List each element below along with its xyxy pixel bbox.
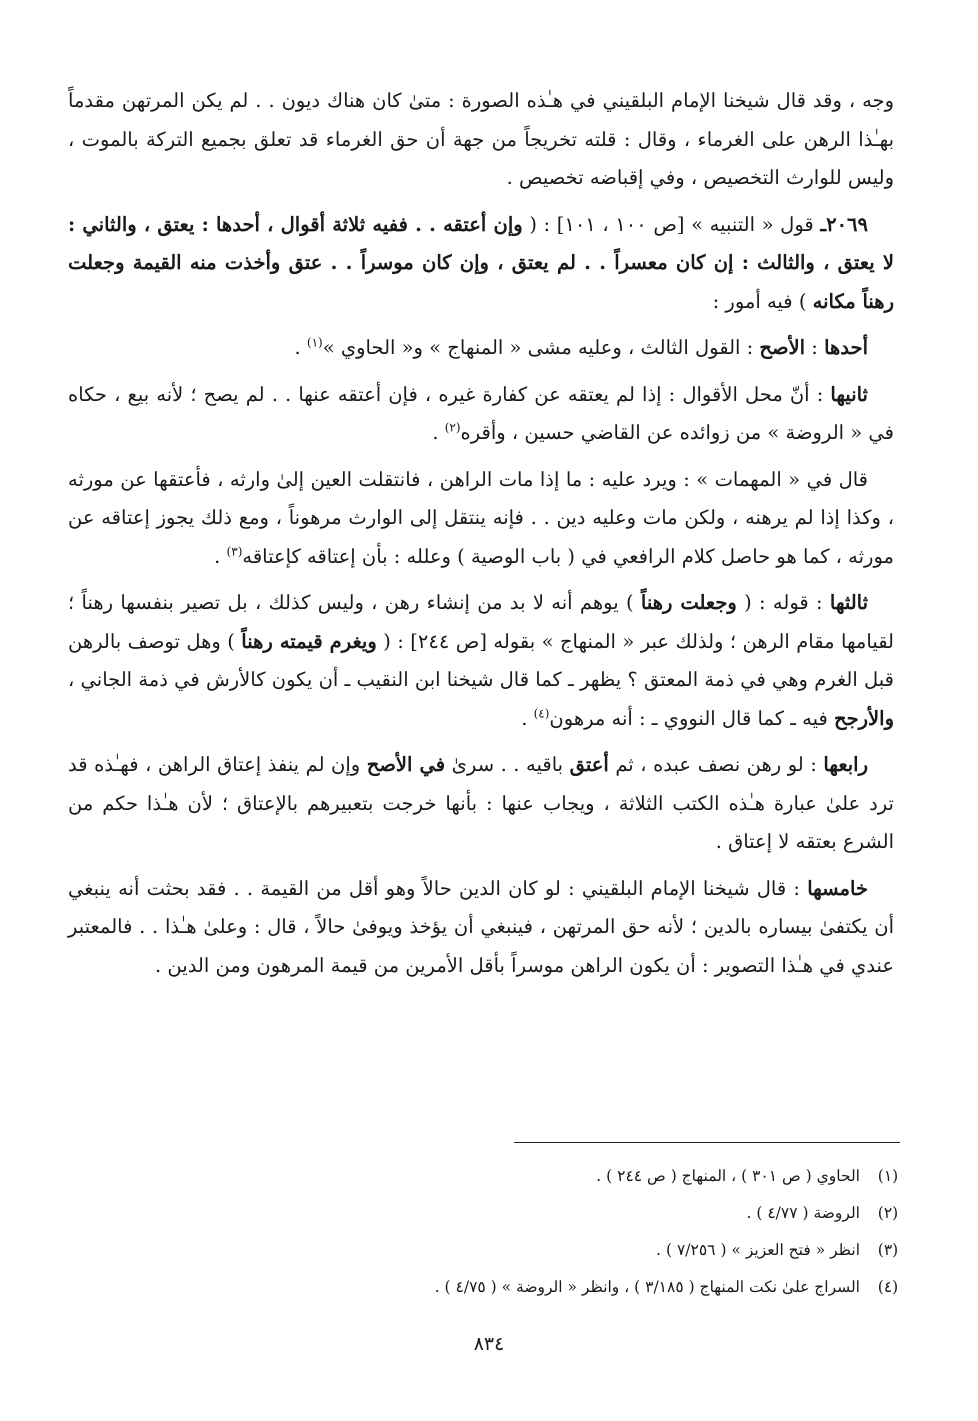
bold-run: والأرجح bbox=[833, 706, 894, 730]
footnote-4 bbox=[68, 1269, 906, 1306]
text-run: باقيه . . سرىٰ bbox=[445, 753, 570, 776]
paragraph-0 bbox=[68, 82, 894, 198]
text-run: . bbox=[294, 336, 307, 359]
text-run: : القول الثالث ، وعليه مشى « المنهاج » و« الحاوي » bbox=[322, 336, 760, 359]
text-run: . bbox=[214, 544, 227, 568]
page-number: ٨٣٤ bbox=[473, 1333, 505, 1355]
text-run: : قال شيخنا الإمام البلقيني : لو كان الدين حالاً وهو أقل من القيمة . . فقد بحثت أنه ينبغي أن يكتفىٰ بيساره بالدين ؛ لأنه حق المرتهن ، فينبغي أن يؤخذ ويوفىٰ حالاً ، قال : وعلىٰ هـٰذا . . فالمعتبر عندي في هـٰذا التصوير : أن يكون الراهن موسراً بأقل الأمرين من قيمة المرهون ومن الدين . bbox=[68, 876, 894, 977]
text-run: ) فيه أمور : bbox=[712, 289, 813, 313]
paragraph-2069 bbox=[68, 206, 894, 322]
footnote-text: الروضة ( ٤/٧٧ ) . bbox=[746, 1204, 860, 1222]
footnote-ref: (١) bbox=[306, 335, 323, 350]
text-run: ) وهل توصف بالرهن قبل الغرم وهي في ذمة المعتق ؟ يظهر ـ كما قال شيخنا ابن النقيب ـ أن يكون كالأرش في ذمة الجاني ، bbox=[68, 629, 894, 691]
text-run: ) يوهم أنه لا بد من إنشاء رهن ، وليس كذلك ، بل تصير بنفسها رهناً ؛ لقيامها مقام الرهن ؛ ولذلك عبر « المنهاج » بقوله [ص ٢٤٤] : ( bbox=[68, 591, 895, 653]
bold-run: ويغرم قيمته رهناً bbox=[241, 629, 377, 653]
bold-run: ثانيها bbox=[830, 382, 868, 406]
paragraph-fourth-point bbox=[68, 746, 894, 862]
footnote-text: السراج علىٰ نكت المنهاج ( ٣/١٨٥ ) ، وانظر « الروضة » ( ٤/٧٥ ) . bbox=[434, 1278, 860, 1296]
text-run: فيه ـ كما قال النووي ـ : أنه مرهون bbox=[549, 706, 834, 730]
footnote-number: (٢) bbox=[877, 1204, 899, 1222]
paragraph-second-point bbox=[68, 376, 894, 453]
text-run: وجه ، وقد قال شيخنا الإمام البلقيني في هـٰذه الصورة : متىٰ كان هناك ديون . . لم يكن المرتهن مقدماً بهـٰذا الرهن على الغرماء ، وقال : قلته تخريجاً من جهة أن حق الغرماء قد تعلق بجميع التركة بالموت ، وليس للوارث التخصيص ، وفي إقباضه تخصيص . bbox=[68, 89, 894, 189]
bold-run: رابعها bbox=[823, 753, 868, 776]
footnote-ref: (٤) bbox=[533, 706, 550, 720]
bold-run: أعتق bbox=[569, 753, 609, 776]
footnote-1 bbox=[68, 1158, 906, 1195]
footnote-3 bbox=[68, 1232, 906, 1269]
bold-run: الأصح bbox=[759, 336, 806, 359]
bold-run: خامسها bbox=[807, 876, 868, 900]
text-run: قول « التنبيه » [ص ١٠٠ ، ١٠١] : ( bbox=[522, 212, 821, 236]
footnote-number: (٣) bbox=[877, 1241, 899, 1259]
text-run: . bbox=[521, 706, 534, 730]
paragraph-first-point bbox=[68, 329, 894, 368]
paragraph-muhimmat-quote bbox=[68, 461, 894, 577]
bold-run: ثالثها bbox=[829, 591, 869, 614]
paragraph-fifth-point bbox=[68, 870, 894, 986]
footnote-ref: (٢) bbox=[444, 420, 461, 435]
text-run: : لو رهن نصف عبده ، ثم bbox=[608, 753, 824, 776]
text-run: : قوله : ( bbox=[736, 591, 830, 614]
footnotes bbox=[68, 1158, 906, 1306]
bold-run: وجعلت رهناً bbox=[640, 591, 737, 614]
bold-run: في الأصح bbox=[366, 753, 446, 776]
text-run: قال في « المهمات » : ويرد عليه : ما إذا مات الراهن ، فانتقلت العين إلىٰ وارثه ، فأعتقها عن مورثه ، وكذا إذا لم يرهنه ، ولكن مات وعليه دين . . فإنه ينتقل إلى الوارث مرهوناً ، ومع ذلك يجوز إعتاقه عن مورثه ، كما هو حاصل كلام الرافعي في ( باب الوصية ) وعلله : بأن إعتاقه كإعتاقه bbox=[68, 467, 894, 568]
footnote-number: (١) bbox=[877, 1167, 899, 1185]
bold-run: ٢٠٦٩ـ bbox=[820, 212, 868, 236]
text-run: : bbox=[805, 336, 825, 359]
bold-run: وإن أعتقه . . ففيه ثلاثة أقوال ، أحدها : يعتق ، والثاني : لا يعتق ، والثالث : إن كان معسراً . . لم يعتق ، وإن كان موسراً . . عتق وأخذت منه القيمة وجعلت رهناً مكانه bbox=[68, 212, 894, 313]
text-run: . bbox=[432, 421, 445, 444]
footnote-text: انظر « فتح العزيز » ( ٧/٢٥٦ ) . bbox=[656, 1241, 860, 1259]
footnote-separator bbox=[514, 1142, 900, 1143]
footnote-ref: (٣) bbox=[226, 544, 243, 558]
footnote-text: الحاوي ( ص ٣٠١ ) ، المنهاج ( ص ٢٤٤ ) . bbox=[596, 1167, 860, 1185]
footnote-2 bbox=[68, 1195, 906, 1232]
text-run: : أنّ محل الأقوال : إذا لم يعتقه عن كفارة غيره ، فإن أعتقه عنها . . لم يصح ؛ لأنه بيع ، حكاه في « الروضة » من زوائده عن القاضي حسين ، وأقره bbox=[68, 382, 894, 444]
main-text bbox=[68, 82, 894, 993]
footnote-number: (٤) bbox=[877, 1278, 899, 1296]
bold-run: أحدها bbox=[824, 336, 868, 359]
paragraph-third-point bbox=[68, 584, 894, 738]
text-run: وإن لم ينفذ إعتاق الراهن ، فهـٰذه قد ترد علىٰ عبارة هـٰذه الكتب الثلاثة ، ويجاب عنها : بأنها خرجت بتعبيرهم بالإعتاق ؛ لأن هـٰذا حكم من الشرع بعتقه لا إعتاق . bbox=[68, 753, 894, 853]
